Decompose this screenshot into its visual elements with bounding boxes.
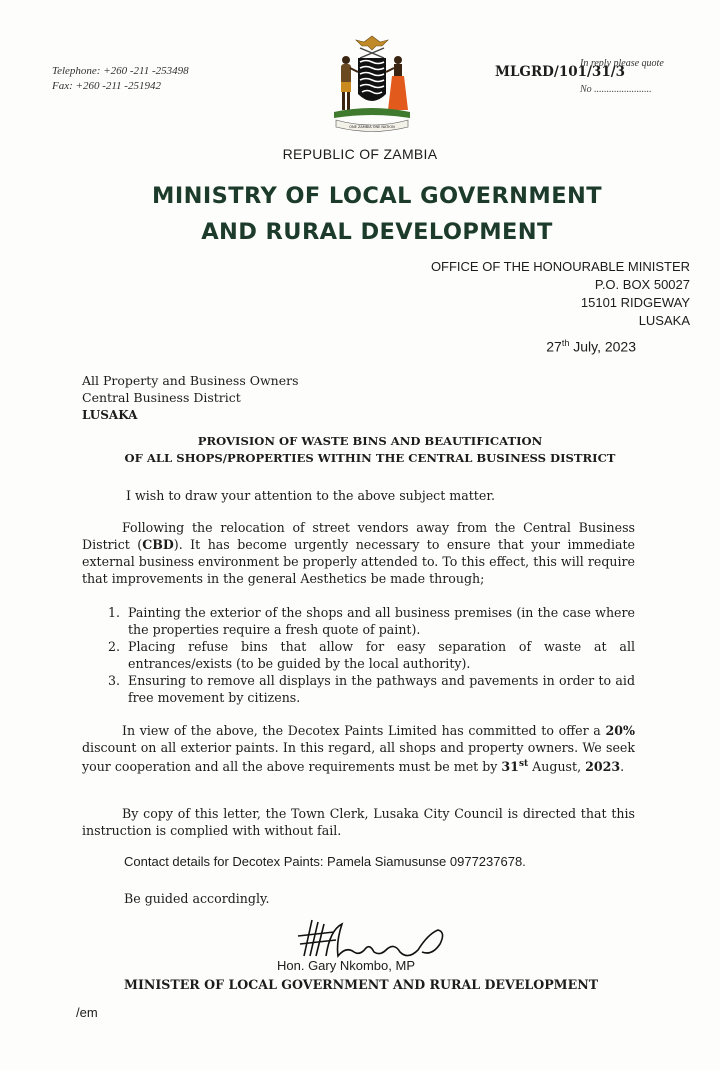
p3-end: . xyxy=(620,759,625,775)
deadline-suffix: st xyxy=(518,759,529,769)
reference-number: MLGRD/101/31/3 xyxy=(495,64,626,80)
p3-a: In view of the above, the Decotex Paints Limited has committed to offer a xyxy=(122,723,606,738)
requirements-list xyxy=(80,604,635,706)
deadline-year: 2023 xyxy=(585,759,621,775)
signatory-name: Hon. Gary Nkombo, MP xyxy=(277,958,415,973)
office-line-4: LUSAKA xyxy=(638,313,690,328)
p3-c: August, xyxy=(528,759,586,775)
p2-bold: CBD xyxy=(142,537,174,552)
paragraph-6: Be guided accordingly. xyxy=(124,891,270,906)
list-item: 3. Ensuring to remove all displays in the pathways and pavements in order to aid free movement by citizens. xyxy=(124,672,635,706)
typist-initials: /em xyxy=(76,1005,98,1020)
reply-note: In reply please quote xyxy=(580,58,664,69)
motto-text: ONE ZAMBIA ONE NATION xyxy=(349,125,395,129)
republic-heading: REPUBLIC OF ZAMBIA xyxy=(282,146,438,162)
fax-line: Fax: +260 -211 -251942 xyxy=(52,80,161,92)
p3-b: discount on all exterior paints. In this regard, all shops and property owners. We seek your cooperation and all the above requirements must be met by xyxy=(82,740,635,775)
subject-line-2: OF ALL SHOPS/PROPERTIES WITHIN THE CENTRAL BUSINESS DISTRICT xyxy=(124,451,616,465)
recipient-line-1: All Property and Business Owners xyxy=(82,373,299,388)
subject-line-1: PROVISION OF WASTE BINS AND BEAUTIFICATION xyxy=(197,434,543,448)
list-item: 2. Placing refuse bins that allow for easy separation of waste at all entrances/exists (to be guided by the local authority). xyxy=(124,638,635,672)
recipient-address xyxy=(82,372,299,424)
date-day: 27 xyxy=(546,338,562,355)
letter-date xyxy=(440,338,636,355)
p2-after: ). It has become urgently necessary to ensure that your immediate external business environment be properly attended to. To this effect, this will require that improvements in the general Aesthetics be made through; xyxy=(82,537,635,586)
date-rest: July, 2023 xyxy=(569,338,636,355)
recipient-line-2: Central Business District xyxy=(82,390,241,405)
deadline-day: 31 xyxy=(501,759,519,775)
subject-heading xyxy=(60,433,680,467)
ministry-line-2: AND RURAL DEVELOPMENT xyxy=(201,219,553,245)
paragraph-1: I wish to draw your attention to the above subject matter. xyxy=(126,488,495,503)
recipient-line-3: LUSAKA xyxy=(82,408,138,422)
office-address xyxy=(380,258,690,330)
paragraph-2 xyxy=(82,519,635,587)
date-suffix: th xyxy=(561,338,570,348)
office-line-3: 15101 RIDGEWAY xyxy=(580,295,690,310)
discount-value: 20% xyxy=(605,723,635,738)
p2-before: Following the relocation of street vendors away from the Central Business District ( xyxy=(82,520,635,552)
paragraph-4: By copy of this letter, the Town Clerk, Lusaka City Council is directed that this instruction is complied with without fail. xyxy=(82,806,635,838)
coat-of-arms-emblem xyxy=(326,32,418,136)
office-line-2: P.O. BOX 50027 xyxy=(594,277,690,292)
ministry-line-1: MINISTRY OF LOCAL GOVERNMENT xyxy=(152,183,602,209)
contact-details xyxy=(52,64,189,94)
list-item: 1. Painting the exterior of the shops and all business premises (in the case where the properties require a fresh quote of paint). xyxy=(124,604,635,638)
no-line: No ....................... xyxy=(580,84,652,95)
ministry-heading xyxy=(0,178,720,250)
contact-details-paragraph: Contact details for Decotex Paints: Pamela Siamusunse 0977237678. xyxy=(124,854,526,869)
telephone-line: Telephone: +260 -211 -253498 xyxy=(52,65,189,77)
paragraph-3 xyxy=(82,722,635,775)
signatory-title: MINISTER OF LOCAL GOVERNMENT AND RURAL DEVELOPMENT xyxy=(124,977,599,992)
office-line-1: OFFICE OF THE HONOURABLE MINISTER xyxy=(430,259,690,274)
